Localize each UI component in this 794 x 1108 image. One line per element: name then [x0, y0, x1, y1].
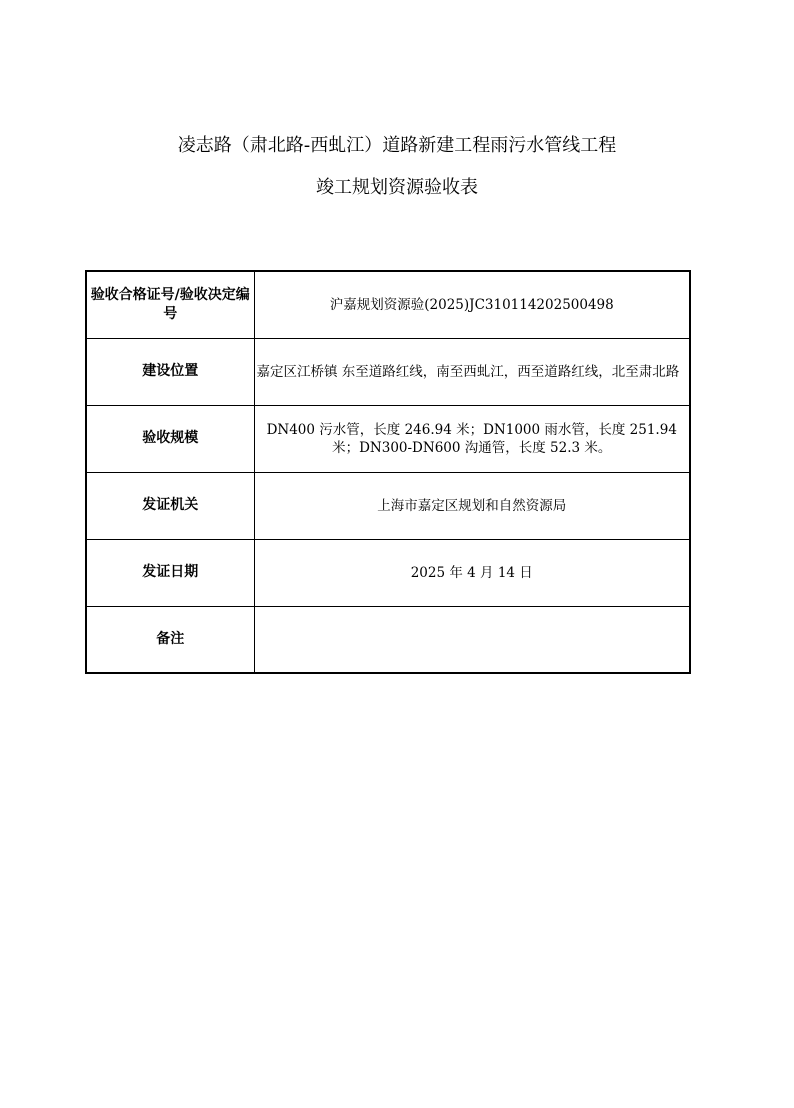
acceptance-scale-label: 验收规模 — [86, 405, 254, 472]
table-row — [86, 405, 690, 472]
table-row — [86, 472, 690, 539]
construction-location-label: 建设位置 — [86, 338, 254, 405]
document-subtitle: 竣工规划资源验收表 — [316, 177, 478, 198]
construction-location-value: 嘉定区江桥镇 东至道路红线，南至西虬江，西至道路红线，北至肃北路 — [254, 338, 690, 405]
table-row — [86, 539, 690, 606]
acceptance-table — [85, 270, 691, 674]
issuing-authority-label: 发证机关 — [86, 472, 254, 539]
remarks-value — [254, 606, 690, 673]
issue-date-label: 发证日期 — [86, 539, 254, 606]
acceptance-scale-value: DN400 污水管，长度 246.94 米；DN1000 雨水管，长度 251.94 米；DN300-DN600 沟通管，长度 52.3 米。 — [254, 405, 690, 472]
document-title: 凌志路（肃北路-西虬江）道路新建工程雨污水管线工程 — [177, 135, 617, 156]
certificate-number-label: 验收合格证号/验收决定编号 — [86, 271, 254, 338]
table-row — [86, 338, 690, 405]
certificate-number-value: 沪嘉规划资源验(2025)JC310114202500498 — [254, 271, 690, 338]
remarks-label: 备注 — [86, 606, 254, 673]
table-row — [86, 606, 690, 673]
issuing-authority-value: 上海市嘉定区规划和自然资源局 — [254, 472, 690, 539]
table-row — [86, 271, 690, 338]
issue-date-value: 2025 年 4 月 14 日 — [254, 539, 690, 606]
